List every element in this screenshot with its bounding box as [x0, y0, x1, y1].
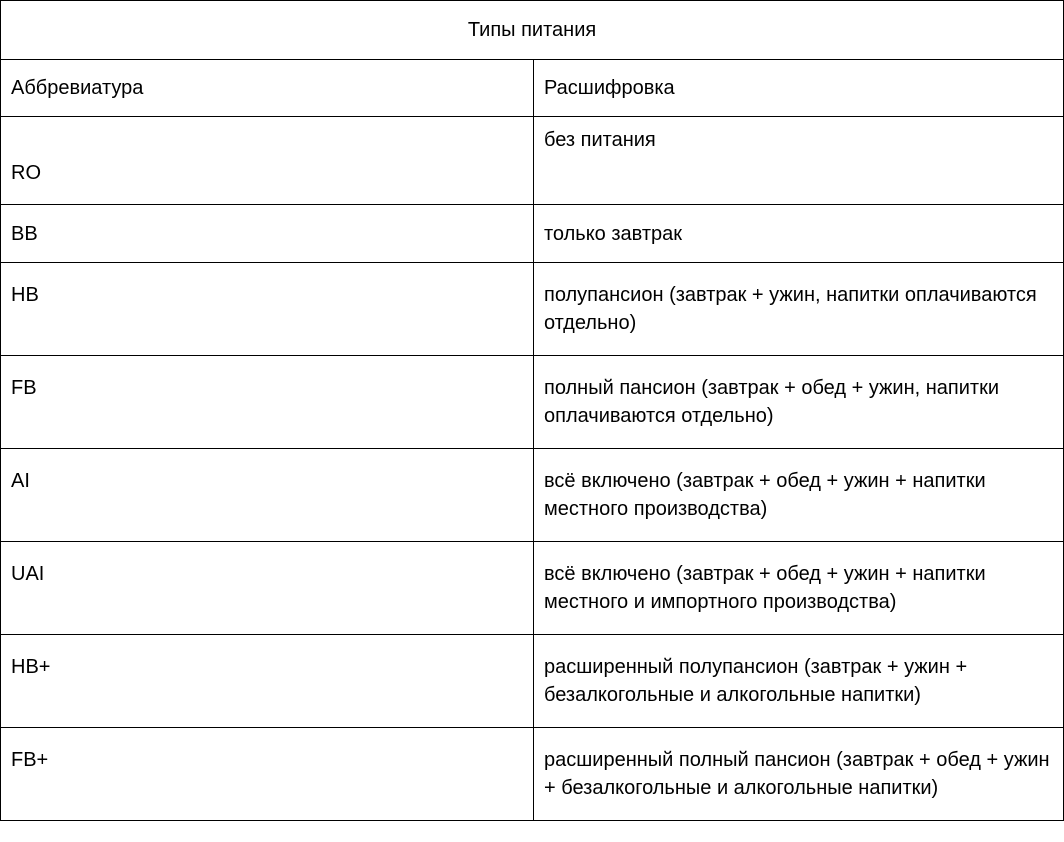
table-row [1, 635, 1064, 728]
table-row [1, 117, 1064, 205]
abbreviation-cell: FB+ [1, 728, 534, 821]
description-cell: всё включено (завтрак + обед + ужин + напитки местного и импортного производства) [534, 542, 1064, 635]
abbreviation-cell: AI [1, 449, 534, 542]
description-cell: всё включено (завтрак + обед + ужин + напитки местного производства) [534, 449, 1064, 542]
description-cell: расширенный полный пансион (завтрак + обед + ужин + безалкогольные и алкогольные напитки) [534, 728, 1064, 821]
description-cell: без питания [534, 117, 1064, 205]
table-row [1, 728, 1064, 821]
description-cell: полупансион (завтрак + ужин, напитки оплачиваются отдельно) [534, 263, 1064, 356]
abbreviation-cell: HB+ [1, 635, 534, 728]
table-row [1, 205, 1064, 263]
table-row [1, 449, 1064, 542]
abbreviation-cell: HB [1, 263, 534, 356]
description-cell: только завтрак [534, 205, 1064, 263]
column-header-description: Расшифровка [534, 60, 1064, 117]
table-row [1, 356, 1064, 449]
abbreviation-cell: BB [1, 205, 534, 263]
abbreviation-cell: FB [1, 356, 534, 449]
table-title: Типы питания [1, 1, 1064, 60]
description-cell: полный пансион (завтрак + обед + ужин, напитки оплачиваются отдельно) [534, 356, 1064, 449]
table-title-row [1, 1, 1064, 60]
table-row [1, 263, 1064, 356]
column-header-abbreviation: Аббревиатура [1, 60, 534, 117]
table-header-row [1, 60, 1064, 117]
abbreviation-cell: RO [1, 117, 534, 205]
description-cell: расширенный полупансион (завтрак + ужин + безалкогольные и алкогольные напитки) [534, 635, 1064, 728]
abbreviation-cell: UAI [1, 542, 534, 635]
table-row [1, 542, 1064, 635]
